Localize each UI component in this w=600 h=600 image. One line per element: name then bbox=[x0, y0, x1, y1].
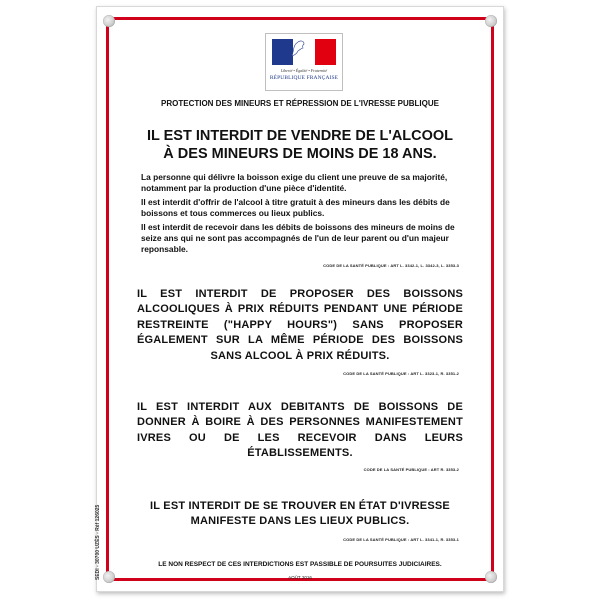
legal-reference-1: CODE DE LA SANTÉ PUBLIQUE : ART L. 3342-1, L. 3342-3, L. 3353-3 bbox=[323, 263, 459, 268]
paragraph-free-alcohol: Il est interdit d'offrir de l'alcool à titre gratuit à des mineurs dans les débits de boissons et tous commerces ou lieux publics. bbox=[141, 197, 450, 218]
logo-motto: Liberté • Égalité • Fraternité bbox=[280, 68, 328, 73]
screw-hole-bottom-right bbox=[485, 571, 497, 583]
paragraph-proof-of-age: La personne qui délivre la boisson exige du client une preuve de sa majorité, notamment par la production d'une pièce d'identité. bbox=[141, 172, 448, 193]
page-title: PROTECTION DES MINEURS ET RÉPRESSION DE L'IVRESSE PUBLIQUE bbox=[161, 99, 439, 108]
footer-warning: LE NON RESPECT DE CES INTERDICTIONS EST PASSIBLE DE POURSUITES JUDICIAIRES. bbox=[158, 561, 442, 568]
legal-reference-3: CODE DE LA SANTÉ PUBLIQUE : ART R. 3353-2 bbox=[363, 467, 459, 472]
section-ivresse-publique: IL EST INTERDIT DE SE TROUVER EN ÉTAT D'IVRESSE MANIFESTE DANS LES LIEUX PUBLICS. bbox=[150, 500, 450, 528]
publication-date: AOÛT 2016 bbox=[288, 575, 312, 580]
section-happy-hours: IL EST INTERDIT DE PROPOSER DES BOISSONS ALCOOLIQUES À PRIX RÉDUITS PENDANT UNE PÉRIODE RESTREINTE ("HAPPY HOURS") SANS PROPOSER ÉGALEMENT SUR LA MÊME PÉRIODE DES BOISSONS SANS ALCOOL À PRIX RÉDUITS. bbox=[137, 288, 463, 362]
section-debitants: IL EST INTERDIT AUX DEBITANTS DE BOISSONS DE DONNER À BOIRE À DES PERSONNES MANIFESTEMENT IVRES OU DE LES RECEVOIR DANS LEURS ÉTABLISSEMENTS. bbox=[137, 401, 463, 460]
paragraph-minors-under-16: Il est interdit de recevoir dans les débits de boissons des mineurs de moins de seize ans qui ne sont pas accompagnés de l'un de leur parent ou d'un majeur reponsable. bbox=[141, 222, 455, 254]
main-heading bbox=[119, 127, 481, 163]
republique-francaise-logo bbox=[265, 33, 343, 91]
legal-reference-2: CODE DE LA SANTÉ PUBLIQUE : ART L. 3323-1, R. 3351-2 bbox=[343, 371, 459, 376]
screw-hole-bottom-left bbox=[103, 571, 115, 583]
main-heading-line-2: À DES MINEURS DE MOINS DE 18 ANS. bbox=[163, 146, 437, 162]
screw-hole-top-right bbox=[485, 15, 497, 27]
main-heading-line-1: IL EST INTERDIT DE VENDRE DE L'ALCOOL bbox=[146, 128, 454, 144]
body-text bbox=[141, 172, 467, 258]
logo-republique-francaise: RÉPUBLIQUE FRANÇAISE bbox=[269, 75, 339, 81]
sign-plate bbox=[96, 6, 504, 592]
screw-hole-top-left bbox=[103, 15, 115, 27]
legal-reference-4: CODE DE LA SANTÉ PUBLIQUE : ART L. 3341-1, R. 3353-1 bbox=[343, 537, 459, 542]
marianne-profile-icon bbox=[288, 36, 310, 58]
side-reference-text: SEDI - 30700 UZÈS - Réf 126025 bbox=[95, 504, 101, 580]
